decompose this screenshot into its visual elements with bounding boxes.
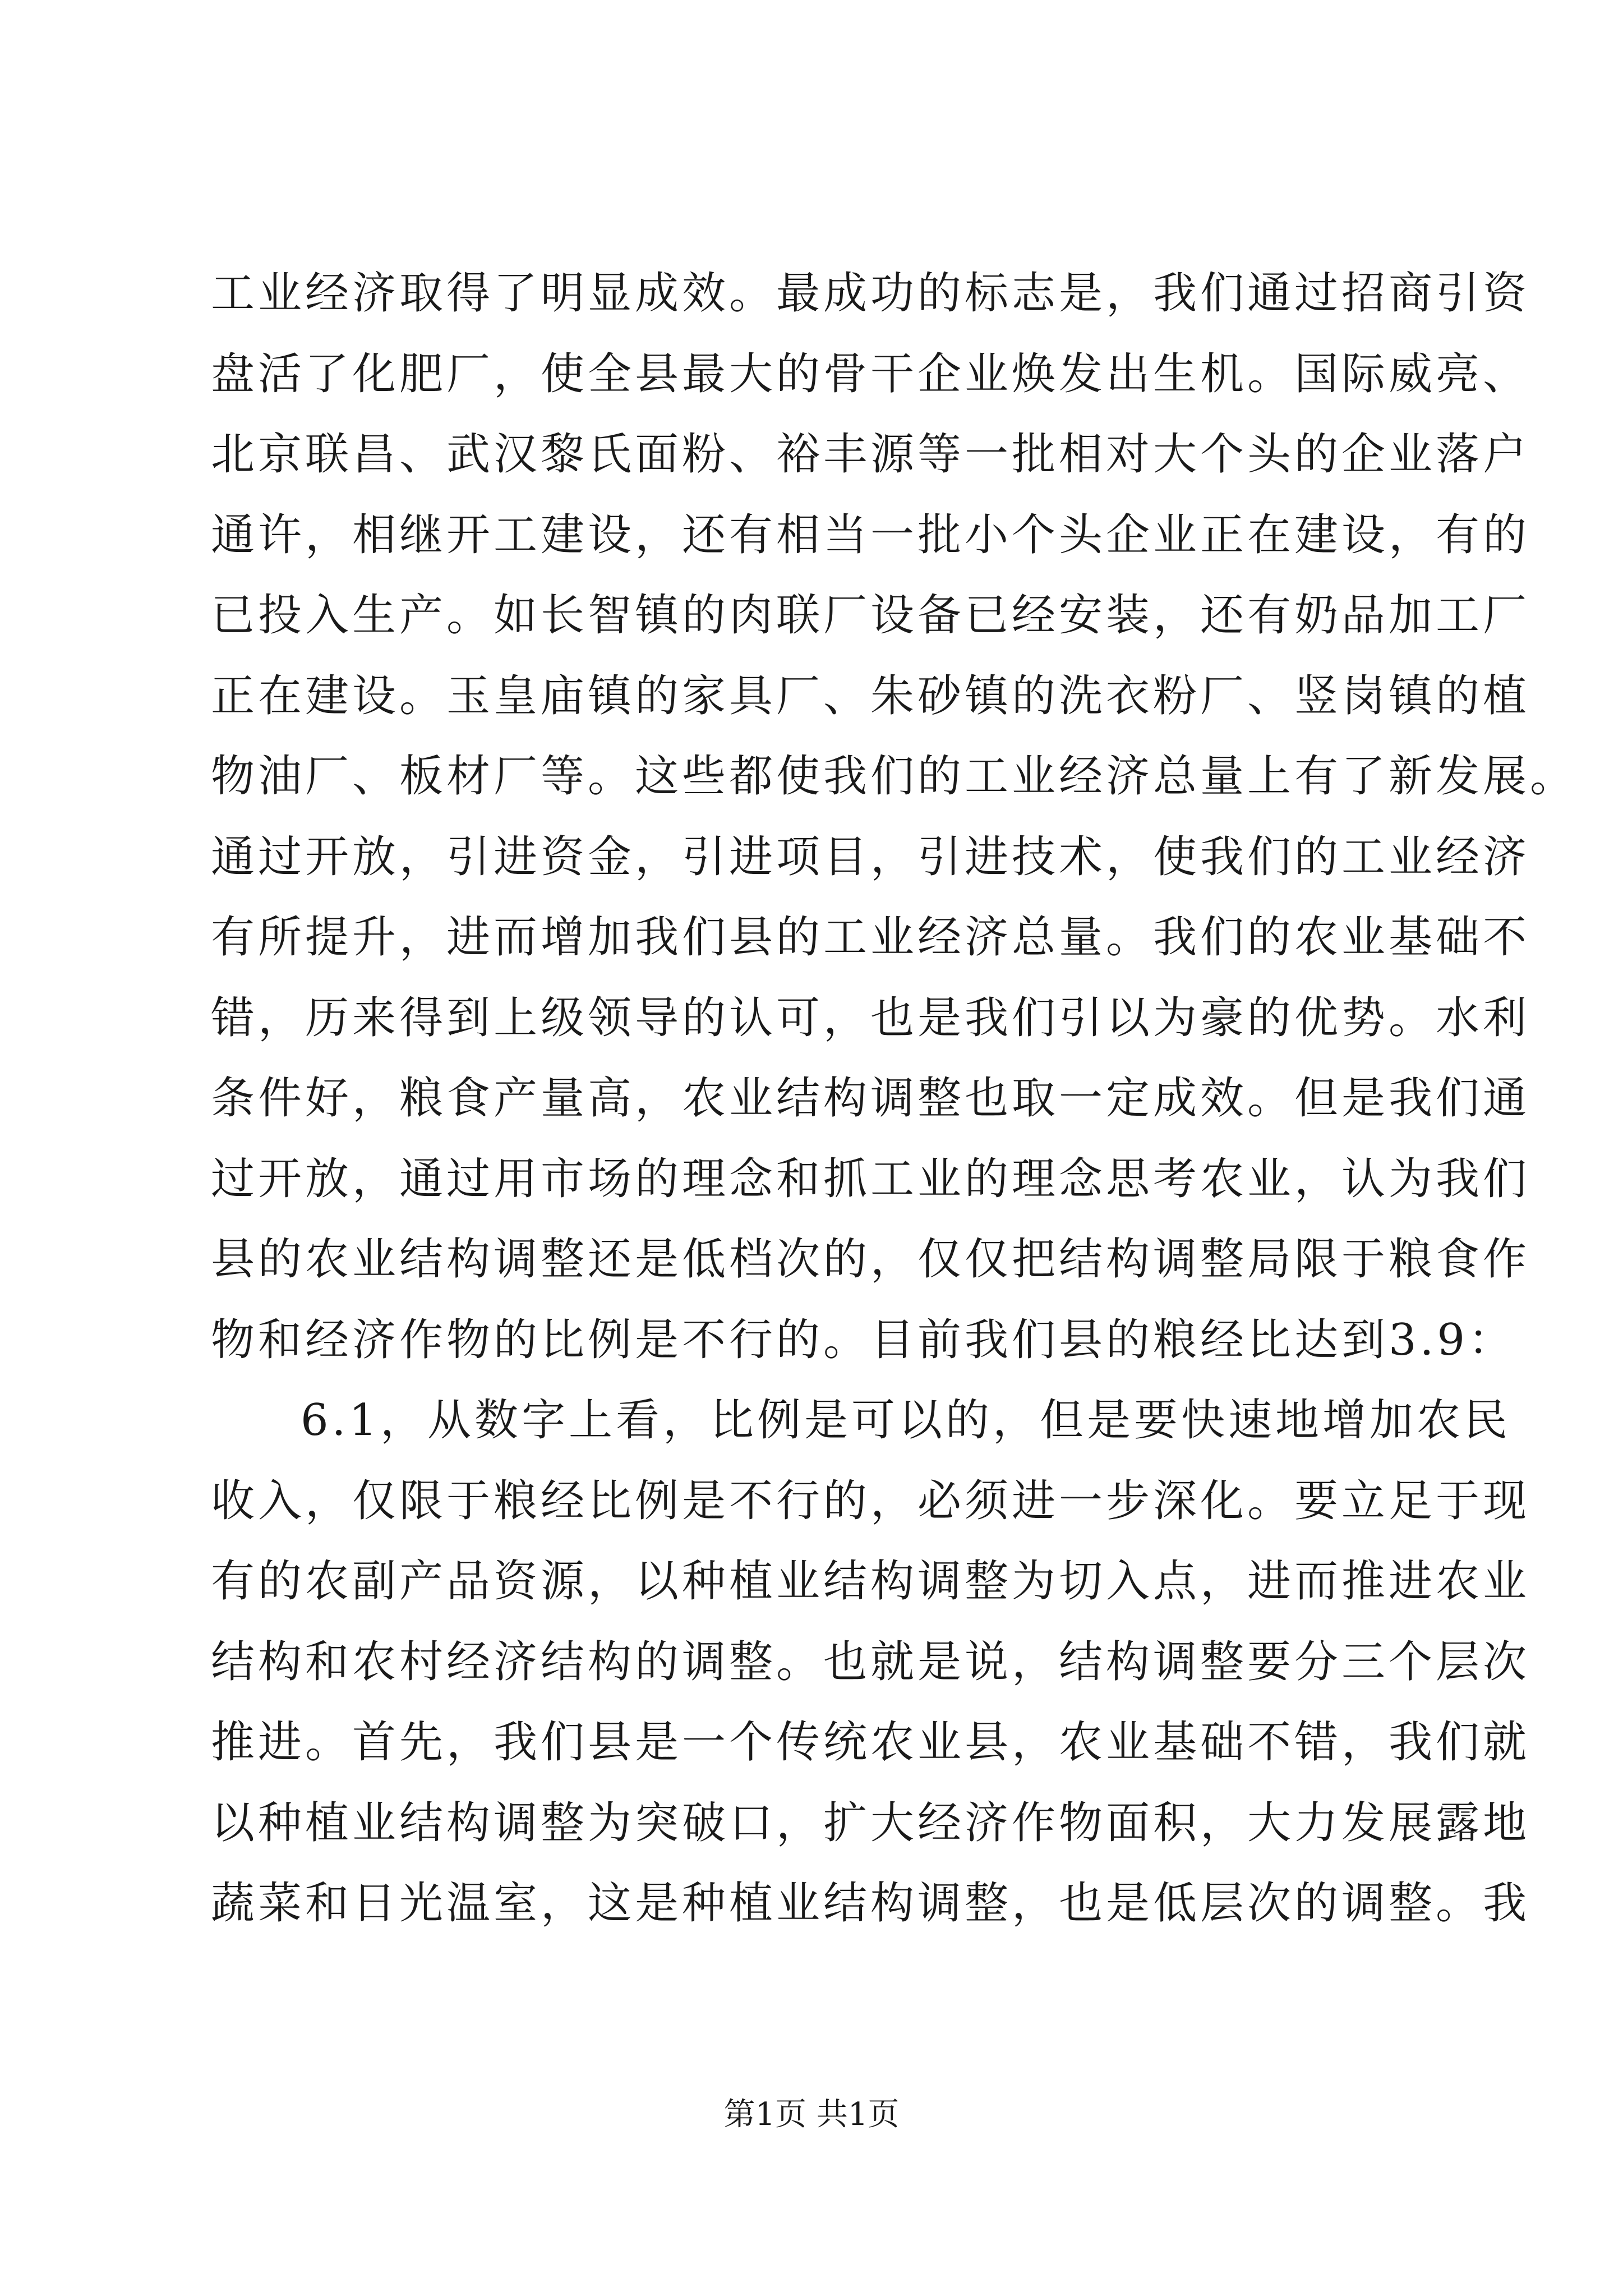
text-line: 有的农副产品资源，以种植业结构调整为切入点，进而推进农业 — [211, 1556, 1530, 1607]
text-line: 条件好，粮食产量高，农业结构调整也取一定成效。但是我们通 — [211, 1073, 1530, 1124]
text-line: 工业经济取得了明显成效。最成功的标志是，我们通过招商引资 — [211, 268, 1530, 319]
text-line: 通过开放，引进资金，引进项目，引进技术，使我们的工业经济 — [211, 831, 1530, 882]
body-text — [211, 254, 1578, 1944]
text-line: 以种植业结构调整为突破口，扩大经济作物面积，大力发展露地 — [211, 1797, 1530, 1848]
paragraph-first-line: 6.1，从数字上看，比例是可以的，但是要快速地增加农民 — [301, 1395, 1511, 1446]
text-line: 通许，相继开工建设，还有相当一批小个头企业正在建设，有的 — [211, 509, 1530, 560]
text-line: 推进。首先，我们县是一个传统农业县，农业基础不错，我们就 — [211, 1717, 1530, 1768]
text-line: 收入，仅限于粮经比例是不行的，必须进一步深化。要立足于现 — [211, 1475, 1530, 1526]
text-line: 结构和农村经济结构的调整。也就是说，结构调整要分三个层次 — [211, 1636, 1530, 1687]
text-line: 已投入生产。如长智镇的肉联厂设备已经安装，还有奶品加工厂 — [211, 590, 1530, 641]
text-line: 有所提升，进而增加我们县的工业经济总量。我们的农业基础不 — [211, 912, 1530, 963]
text-line: 正在建设。玉皇庙镇的家具厂、朱砂镇的洗衣粉厂、竖岗镇的植 — [211, 670, 1530, 721]
text-line: 蔬菜和日光温室，这是种植业结构调整，也是低层次的调整。我 — [211, 1878, 1530, 1929]
text-line: 错，历来得到上级领导的认可，也是我们引以为豪的优势。水利 — [211, 992, 1530, 1043]
text-line: 物油厂、板材厂等。这些都使我们的工业经济总量上有了新发展。 — [211, 751, 1578, 802]
page-footer: 第1页 共1页 — [723, 2096, 900, 2133]
text-line: 盘活了化肥厂，使全县最大的骨干企业焕发出生机。国际威亮、 — [211, 348, 1530, 399]
text-line: 北京联昌、武汉黎氏面粉、裕丰源等一批相对大个头的企业落户 — [211, 429, 1530, 480]
text-line: 县的农业结构调整还是低档次的，仅仅把结构调整局限于粮食作 — [211, 1234, 1530, 1285]
text-line: 物和经济作物的比例是不行的。目前我们县的粮经比达到3.9： — [211, 1314, 1516, 1365]
text-line: 过开放，通过用市场的理念和抓工业的理念思考农业，认为我们 — [211, 1153, 1530, 1204]
